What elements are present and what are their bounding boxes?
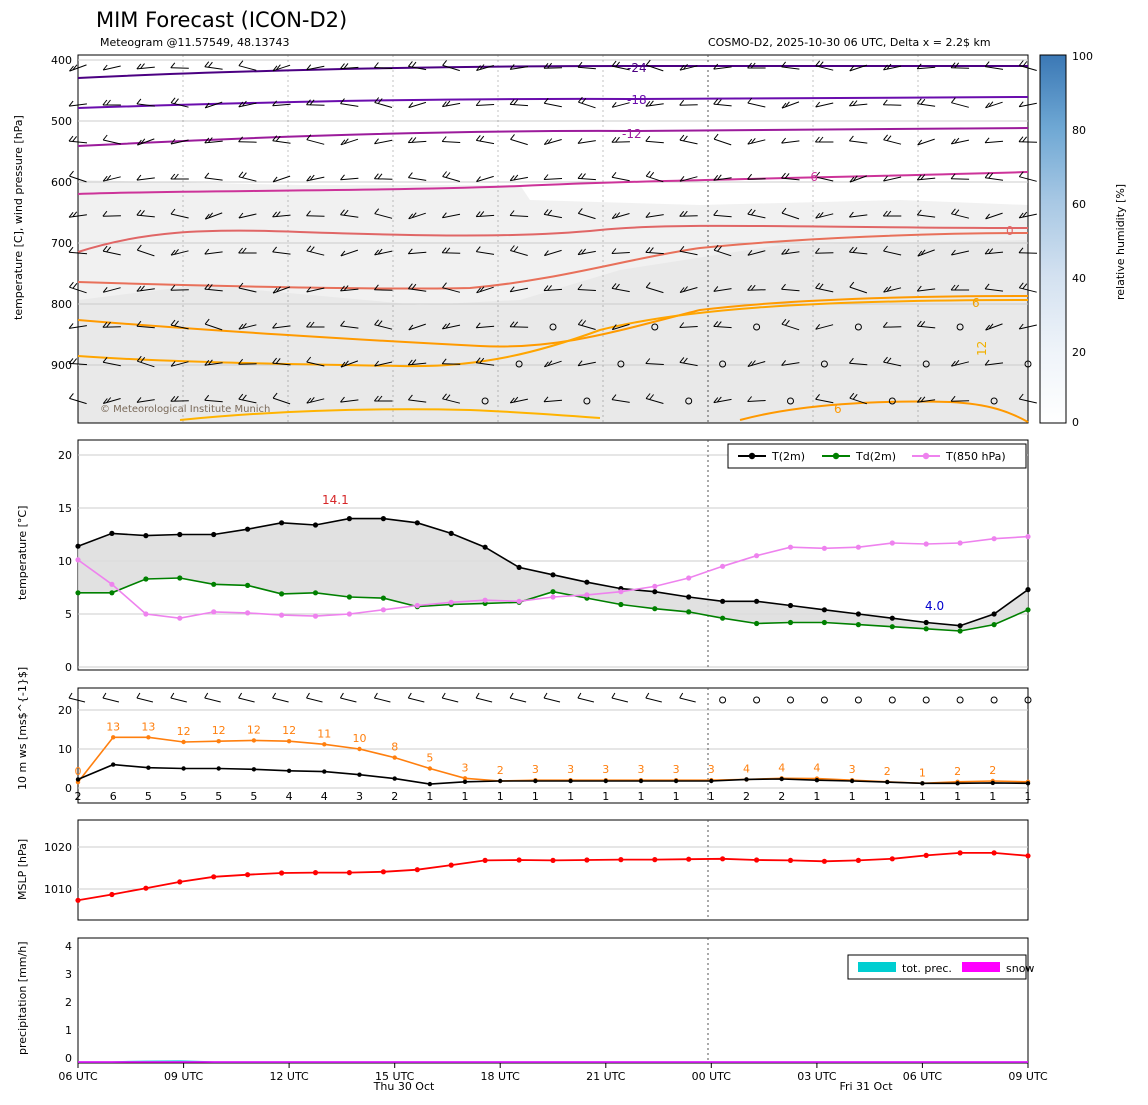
svg-text:1: 1: [567, 790, 575, 803]
svg-text:5: 5: [426, 751, 434, 765]
svg-text:1: 1: [672, 790, 680, 803]
temp-max-annotation: 14.1: [322, 493, 349, 507]
svg-text:2: 2: [778, 790, 786, 803]
svg-text:4: 4: [285, 790, 293, 803]
svg-text:1: 1: [918, 790, 926, 803]
svg-text:100: 100: [1072, 50, 1093, 63]
svg-text:10: 10: [352, 732, 367, 745]
svg-text:900: 900: [51, 359, 72, 372]
svg-text:4: 4: [320, 790, 328, 803]
svg-text:1: 1: [65, 1024, 72, 1037]
legend-item-snow: snow: [1006, 962, 1035, 975]
svg-text:1: 1: [918, 766, 926, 780]
time-tick-label: 06 UTC: [58, 1070, 98, 1083]
svg-text:400: 400: [51, 54, 72, 67]
mslp-y-axis-label: MSLP [hPa]: [16, 838, 29, 900]
time-tick-label: 03 UTC: [797, 1070, 837, 1083]
profile-y-ticks: [51, 54, 72, 372]
svg-text:80: 80: [1072, 124, 1086, 137]
svg-text:12: 12: [211, 724, 226, 738]
svg-text:3: 3: [567, 763, 575, 777]
svg-text:1020: 1020: [44, 841, 72, 854]
time-tick-label: 00 UTC: [691, 1070, 731, 1083]
profile-y-axis-label: temperature [C], wind pressure [hPa]: [12, 115, 25, 320]
svg-text:13: 13: [141, 720, 156, 734]
svg-text:60: 60: [1072, 198, 1086, 211]
copyright-label: © Meteorological Institute Munich: [100, 404, 271, 415]
svg-text:500: 500: [51, 115, 72, 128]
svg-text:1: 1: [813, 790, 821, 803]
svg-text:1: 1: [637, 790, 645, 803]
humidity-colorbar: [1040, 50, 1127, 429]
isotherm-label: -12: [622, 127, 642, 141]
svg-text:8: 8: [391, 740, 399, 754]
model-run-info: COSMO-D2, 2025-10-30 06 UTC, Delta x = 2.2$ km: [708, 36, 991, 49]
temperature-y-axis-label: temperature [°C]: [16, 505, 29, 600]
svg-text:20: 20: [58, 704, 72, 717]
isotherm-label: -6: [806, 170, 818, 184]
svg-text:20: 20: [1072, 346, 1086, 359]
meteogram-location-subtitle: Meteogram @11.57549, 48.13743: [100, 36, 290, 49]
svg-text:5: 5: [144, 790, 152, 803]
legend-item-totprec: tot. prec.: [902, 962, 952, 975]
svg-text:5: 5: [65, 608, 72, 621]
time-axis: [58, 1063, 1048, 1083]
isotherm-label: -24: [627, 61, 647, 75]
time-tick-label: 21 UTC: [586, 1070, 626, 1083]
svg-text:4: 4: [65, 940, 72, 953]
svg-text:2: 2: [954, 764, 962, 778]
svg-text:10: 10: [58, 555, 72, 568]
day-label-thu: Thu 30 Oct: [373, 1080, 435, 1093]
svg-text:700: 700: [51, 237, 72, 250]
svg-text:1: 1: [602, 790, 610, 803]
svg-text:40: 40: [1072, 272, 1086, 285]
day-label-fri: Fri 31 Oct: [839, 1080, 893, 1093]
svg-text:1: 1: [496, 790, 504, 803]
precip-y-axis-label: precipitation [mm/h]: [16, 941, 29, 1055]
svg-text:1: 1: [426, 790, 434, 803]
svg-text:3: 3: [602, 763, 610, 777]
temperature-legend: [728, 444, 1026, 468]
isotherm-label: 12: [975, 340, 989, 356]
mslp-panel: [16, 820, 1031, 920]
svg-text:1: 1: [954, 790, 962, 803]
svg-text:2: 2: [989, 764, 997, 777]
svg-text:3: 3: [637, 763, 645, 777]
svg-text:12: 12: [246, 723, 261, 737]
svg-text:1: 1: [461, 790, 469, 803]
svg-text:2: 2: [883, 764, 891, 778]
temp-min-annotation: 4.0: [925, 599, 945, 613]
svg-text:3: 3: [65, 968, 72, 981]
legend-item-td2m: Td(2m): [856, 450, 896, 463]
svg-text:3: 3: [848, 763, 856, 777]
svg-text:5: 5: [180, 790, 188, 803]
svg-text:1010: 1010: [44, 883, 72, 896]
legend-item-t850: T(850 hPa): [946, 450, 1006, 463]
time-tick-label: 18 UTC: [480, 1070, 520, 1083]
time-tick-label: 12 UTC: [269, 1070, 309, 1083]
svg-text:0: 0: [65, 661, 72, 674]
time-tick-label: 15 UTC: [375, 1070, 415, 1083]
svg-text:3: 3: [531, 763, 539, 777]
svg-text:6: 6: [109, 790, 117, 803]
page-title: MIM Forecast (ICON-D2): [96, 8, 348, 32]
svg-text:1: 1: [531, 790, 539, 803]
temperature-panel: [16, 440, 1031, 674]
svg-text:2: 2: [496, 764, 504, 777]
svg-text:13: 13: [106, 720, 121, 734]
svg-text:12: 12: [176, 725, 191, 738]
svg-text:12: 12: [282, 724, 297, 738]
svg-text:800: 800: [51, 298, 72, 311]
colorbar-label: relative humidity [%]: [1114, 183, 1127, 300]
svg-text:10: 10: [58, 743, 72, 756]
svg-text:1: 1: [848, 790, 856, 803]
svg-text:0: 0: [74, 765, 82, 779]
svg-text:1: 1: [1024, 790, 1032, 803]
isotherm-label: 6: [834, 402, 842, 416]
svg-text:1: 1: [989, 790, 997, 803]
time-tick-label: 09 UTC: [163, 1070, 204, 1083]
svg-text:2: 2: [743, 790, 750, 803]
svg-text:11: 11: [317, 727, 332, 741]
svg-text:20: 20: [58, 449, 72, 462]
isotherm-label: -18: [627, 93, 647, 107]
svg-text:2: 2: [74, 790, 82, 803]
svg-text:0: 0: [65, 782, 72, 795]
time-tick-label: 06 UTC: [902, 1070, 943, 1083]
isotherm-label: 0: [1006, 224, 1014, 238]
time-tick-label: 09 UTC: [1008, 1070, 1048, 1083]
precipitation-panel: [16, 938, 1034, 1065]
vertical-profile-panel: [12, 54, 1037, 423]
wind-panel: [16, 667, 1032, 803]
svg-text:0: 0: [1072, 416, 1079, 429]
svg-text:3: 3: [356, 790, 363, 803]
svg-text:2: 2: [65, 996, 72, 1009]
svg-text:5: 5: [215, 790, 223, 803]
svg-text:15: 15: [58, 502, 72, 515]
svg-text:3: 3: [707, 763, 715, 777]
svg-text:1: 1: [883, 790, 891, 803]
isotherm-label: 6: [972, 296, 980, 310]
svg-text:3: 3: [461, 761, 469, 775]
legend-item-t2m: T(2m): [772, 450, 806, 463]
svg-text:4: 4: [813, 761, 821, 775]
svg-text:600: 600: [51, 176, 72, 189]
svg-text:1: 1: [707, 790, 715, 803]
svg-text:4: 4: [743, 762, 750, 776]
precipitation-legend: [848, 955, 1034, 979]
svg-text:3: 3: [672, 763, 680, 777]
svg-text:4: 4: [778, 761, 786, 775]
svg-text:5: 5: [250, 790, 258, 803]
svg-text:2: 2: [391, 790, 399, 803]
svg-text:0: 0: [65, 1052, 72, 1065]
wind-y-axis-label: 10 m ws [ms$^{-1}$]: [16, 666, 29, 790]
